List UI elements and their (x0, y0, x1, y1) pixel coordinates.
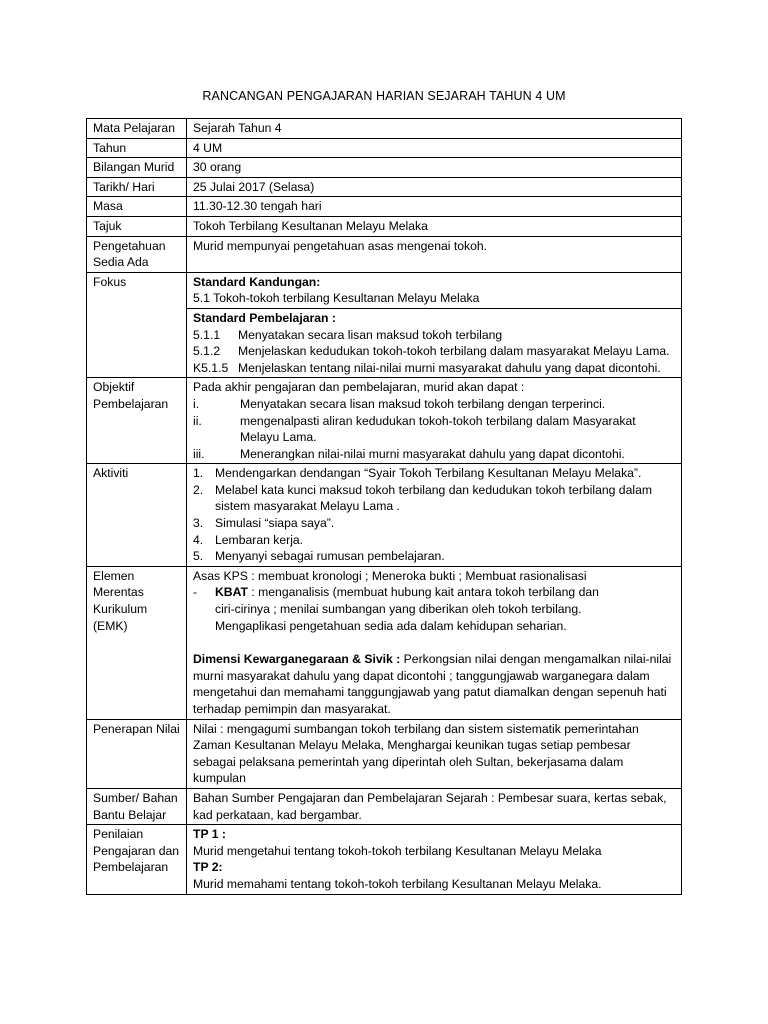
row-value: Sejarah Tahun 4 (187, 119, 682, 139)
item-number: ii. (193, 413, 202, 428)
row-label: Aktiviti (87, 464, 187, 567)
table-row (87, 158, 682, 178)
table-row (87, 197, 682, 217)
row-label: Mata Pelajaran (87, 119, 187, 139)
table-row (87, 719, 682, 788)
dimensi-label: Dimensi Kewarganegaraan & Sivik : (193, 652, 401, 667)
table-row (87, 177, 682, 197)
item-text: Menjelaskan tentang nilai-nilai murni masyarakat dahulu yang dapat dicontohi. (238, 360, 661, 375)
row-label: Pengetahuan Sedia Ada (87, 236, 187, 272)
list-item (193, 446, 676, 463)
document-title: RANCANGAN PENGAJARAN HARIAN SEJARAH TAHUN 4 UM (202, 89, 566, 103)
item-text: Menyatakan secara lisan maksud tokoh terbilang dengan terperinci. (240, 396, 606, 411)
standard-pembelajaran-section (187, 308, 681, 376)
item-number: i. (193, 396, 200, 411)
row-value (187, 566, 682, 719)
row-value: Nilai : mengagumi sumbangan tokoh terbilang dan sistem sistematik pemerintahan Zaman Kesultanan Melayu Melaka, Menghargai keunikan tugas setiap pembesar sebagai pelaksana pemerintah yang diperintah oleh Sultan, bekerjasama dalam kumpulan (187, 719, 682, 788)
row-label: Elemen Merentas Kurikulum (EMK) (87, 566, 187, 719)
row-label: Sumber/ Bahan Bantu Belajar (87, 788, 187, 824)
row-value: 11.30-12.30 tengah hari (187, 197, 682, 217)
row-label: Fokus (87, 272, 187, 378)
list-item (193, 515, 676, 532)
row-value: Murid mempunyai pengetahuan asas mengenai tokoh. (187, 236, 682, 272)
lesson-plan-table (86, 118, 682, 895)
item-text: Menyanyi sebagai rumusan pembelajaran. (215, 549, 445, 564)
tp2-label: TP 2: (193, 860, 223, 875)
row-value (187, 272, 682, 378)
table-row (87, 119, 682, 139)
kbat-text: : menganalisis (membuat hubung kait antara tokoh terbilang dan (251, 585, 599, 600)
list-item (193, 548, 676, 565)
table-row (87, 378, 682, 464)
item-number: 5.1.2 (193, 344, 221, 359)
row-value: Bahan Sumber Pengajaran dan Pembelajaran Sejarah : Pembesar suara, kertas sebak, kad perkataan, kad bergambar. (187, 788, 682, 824)
kbat-label: KBAT (215, 585, 248, 600)
list-item (193, 532, 676, 549)
list-item (193, 343, 676, 360)
item-number: 2. (193, 482, 204, 497)
row-value: 30 orang (187, 158, 682, 178)
item-number: 5. (193, 549, 204, 564)
table-row (87, 236, 682, 272)
asas-kps-text: Asas KPS : membuat kronologi ; Meneroka bukti ; Membuat rasionalisasi (193, 568, 587, 583)
row-value (187, 825, 682, 894)
item-number: 1. (193, 466, 204, 481)
table-row (87, 216, 682, 236)
item-text: Simulasi “siapa saya”. (215, 516, 335, 531)
item-text: Melabel kata kunci maksud tokoh terbilang dan kedudukan tokoh terbilang dalam sistem masyarakat Melayu Lama . (215, 482, 652, 514)
list-item (193, 413, 676, 446)
table-row (87, 566, 682, 719)
row-label: Bilangan Murid (87, 158, 187, 178)
item-text: mengenalpasti aliran kedudukan tokoh-tokoh terbilang dalam Masyarakat Melayu Lama. (240, 413, 636, 445)
standard-pembelajaran-heading: Standard Pembelajaran : (193, 310, 336, 325)
item-text: Mendengarkan dendangan “Syair Tokoh Terbilang Kesultanan Melayu Melaka”. (215, 466, 642, 481)
row-label: Masa (87, 197, 187, 217)
item-text: Menjelaskan kedudukan tokoh-tokoh terbilang dalam masyarakat Melayu Lama. (238, 344, 670, 359)
row-value (187, 464, 682, 567)
table-row (87, 272, 682, 378)
list-item (193, 482, 676, 515)
row-value (187, 378, 682, 464)
standard-kandungan-item: 5.1 Tokoh-tokoh terbilang Kesultanan Melayu Melaka (193, 291, 480, 306)
item-number: K5.1.5 (193, 360, 229, 375)
item-number: 4. (193, 532, 204, 547)
list-item (193, 465, 676, 482)
dash-bullet: - (193, 585, 198, 600)
tp1-label: TP 1 : (193, 827, 226, 842)
objektif-intro: Pada akhir pengajaran dan pembelajaran, murid akan dapat : (193, 380, 525, 395)
kbat-content (215, 584, 599, 601)
tp1-text: Murid mengetahui tentang tokoh-tokoh terbilang Kesultanan Melayu Melaka (193, 843, 602, 858)
row-label: Tahun (87, 138, 187, 158)
standard-kandungan-heading: Standard Kandungan: (193, 274, 321, 289)
list-item (193, 327, 676, 344)
row-label: Tarikh/ Hari (87, 177, 187, 197)
tp2-text: Murid memahami tentang tokoh-tokoh terbilang Kesultanan Melayu Melaka. (193, 876, 602, 891)
list-item (193, 360, 676, 377)
kbat-continuation: ciri-cirinya ; menilai sumbangan yang diberikan oleh tokoh terbilang. (215, 602, 582, 617)
dimensi-paragraph (193, 651, 676, 717)
table-row (87, 138, 682, 158)
item-text: Lembaran kerja. (215, 532, 304, 547)
row-value: 25 Julai 2017 (Selasa) (187, 177, 682, 197)
row-label: Objektif Pembelajaran (87, 378, 187, 464)
item-number: 3. (193, 516, 204, 531)
row-label: Penilaian Pengajaran dan Pembelajaran (87, 825, 187, 894)
row-value: Tokoh Terbilang Kesultanan Melayu Melaka (187, 216, 682, 236)
dimensi-text: Perkongsian nilai dengan mengamalkan nilai-nilai murni masyarakat dahulu yang dapat dicontohi ; tanggungjawab warganegara dalam mengetahui dan memahami tanggungjawab yang patut diamalkan dengan sepenuh hati terhadap pemimpin dan masyarakat. (193, 652, 672, 716)
kbat-line (193, 584, 676, 601)
kbat-continuation: Mengaplikasi pengetahuan sedia ada dalam kehidupan seharian. (215, 618, 567, 633)
spacer (193, 634, 676, 651)
table-row (87, 788, 682, 824)
row-label: Tajuk (87, 216, 187, 236)
row-label: Penerapan Nilai (87, 719, 187, 788)
item-number: iii. (193, 446, 205, 461)
table-row (87, 825, 682, 894)
row-value: 4 UM (187, 138, 682, 158)
list-item (193, 396, 676, 413)
item-number: 5.1.1 (193, 327, 221, 342)
table-row (87, 464, 682, 567)
item-text: Menyatakan secara lisan maksud tokoh terbilang (238, 327, 503, 342)
item-text: Menerangkan nilai-nilai murni masyarakat dahulu yang dapat dicontohi. (240, 446, 625, 461)
